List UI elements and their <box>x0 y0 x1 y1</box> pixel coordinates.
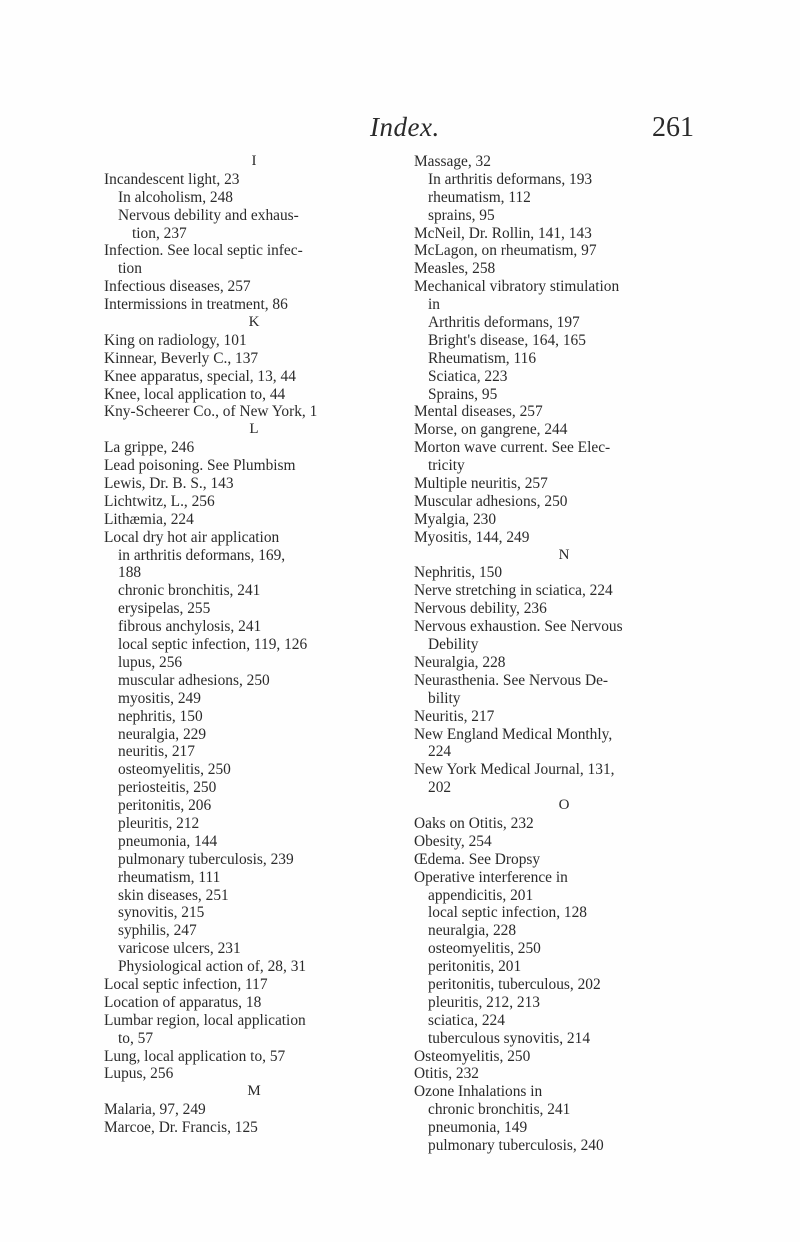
index-subentry: Nervous debility and exhaus- <box>118 206 299 224</box>
index-entry: La grippe, 246 <box>104 439 195 457</box>
index-subentry: peritonitis, 206 <box>118 797 212 815</box>
index-subentry: varicose ulcers, 231 <box>118 940 241 958</box>
index-subentry: osteomyelitis, 250 <box>118 761 231 779</box>
index-subentry: muscular adhesions, 250 <box>118 671 270 689</box>
index-entry: Operative interference in <box>414 868 568 886</box>
index-subentry: pleuritis, 212 <box>118 814 200 832</box>
index-subentry: peritonitis, 201 <box>428 958 522 976</box>
index-subentry: pulmonary tuberculosis, 239 <box>118 850 294 868</box>
index-subentry: neuritis, 217 <box>118 743 195 761</box>
index-entry: Neuritis, 217 <box>414 707 495 725</box>
index-subentry: Physiological action of, 28, 31 <box>118 958 307 976</box>
index-entry: Malaria, 97, 249 <box>104 1101 206 1119</box>
index-entry: McLagon, on rheumatism, 97 <box>414 242 597 260</box>
index-subentry: Bright's disease, 164, 165 <box>428 331 586 349</box>
index-subentry: 224 <box>428 743 452 761</box>
index-entry: Local septic infection, 117 <box>104 975 268 993</box>
index-subentry: Sprains, 95 <box>428 385 498 403</box>
index-entry: Oaks on Otitis, 232 <box>414 814 534 832</box>
index-entry: Nerve stretching in sciatica, 224 <box>414 582 613 600</box>
index-entry: New York Medical Journal, 131, <box>414 761 615 779</box>
index-entry: Lewis, Dr. B. S., 143 <box>104 475 234 493</box>
index-subentry: Sciatica, 223 <box>428 367 508 385</box>
index-subentry: periosteitis, 250 <box>118 779 217 797</box>
index-subentry: peritonitis, tuberculous, 202 <box>428 975 601 993</box>
section-letter: M <box>247 1083 261 1100</box>
index-subentry: syphilis, 247 <box>118 922 197 940</box>
index-subentry: bility <box>428 689 461 707</box>
index-subentry: local septic infection, 119, 126 <box>118 636 308 654</box>
index-subentry: rheumatism, 112 <box>428 188 531 206</box>
index-subentry: 188 <box>118 564 142 582</box>
index-entry: Neuralgia, 228 <box>414 653 506 671</box>
index-subentry: synovitis, 215 <box>118 904 205 922</box>
index-subentry: osteomyelitis, 250 <box>428 940 541 958</box>
index-subentry: chronic bronchitis, 241 <box>118 582 261 600</box>
index-subentry: pneumonia, 149 <box>428 1119 528 1137</box>
index-entry: Lumbar region, local application <box>104 1011 306 1029</box>
index-entry: Lung, local application to, 57 <box>104 1047 286 1065</box>
index-column-right <box>414 153 714 1155</box>
index-subentry: rheumatism, 111 <box>118 868 221 886</box>
index-subentry: pneumonia, 144 <box>118 832 218 850</box>
page-header <box>370 112 694 148</box>
page-number: 261 <box>652 112 694 143</box>
section-letter: I <box>251 153 257 169</box>
index-entry: Obesity, 254 <box>414 832 492 850</box>
index-subentry: tricity <box>428 457 465 475</box>
index-subentry: appendicitis, 201 <box>428 886 534 904</box>
index-subentry: sciatica, 224 <box>428 1011 505 1029</box>
index-subentry: local septic infection, 128 <box>428 904 587 922</box>
index-subentry: pleuritis, 212, 213 <box>428 993 541 1011</box>
index-entry: Infectious diseases, 257 <box>104 278 251 296</box>
index-subentry: Arthritis deformans, 197 <box>428 314 580 332</box>
index-subentry: pulmonary tuberculosis, 240 <box>428 1136 604 1154</box>
index-entry: Lithæmia, 224 <box>104 510 194 528</box>
index-entry: McNeil, Dr. Rollin, 141, 143 <box>414 224 592 242</box>
index-subentry: skin diseases, 251 <box>118 886 229 904</box>
index-entry: Marcoe, Dr. Francis, 125 <box>104 1119 258 1137</box>
index-subentry: Rheumatism, 116 <box>428 349 537 367</box>
index-entry: Lead poisoning. See Plumbism <box>104 457 296 475</box>
index-entry: Neurasthenia. See Nervous De- <box>414 671 609 689</box>
index-entry: Ozone Inhalations in <box>414 1083 543 1101</box>
index-entry: Location of apparatus, 18 <box>104 993 262 1011</box>
index-entry: Knee, local application to, 44 <box>104 385 286 403</box>
index-entry: Infection. See local septic infec- <box>104 242 303 260</box>
index-entry: Nervous exhaustion. See Nervous <box>414 618 623 636</box>
index-entry: Measles, 258 <box>414 260 496 278</box>
index-subentry: chronic bronchitis, 241 <box>428 1101 571 1119</box>
section-letter: K <box>248 314 260 331</box>
index-entry: Nervous debility, 236 <box>414 600 547 618</box>
index-subentry: sprains, 95 <box>428 206 495 224</box>
index-entry: Nephritis, 150 <box>414 564 503 582</box>
index-subentry: neuralgia, 228 <box>428 922 517 940</box>
index-entry: Osteomyelitis, 250 <box>414 1047 531 1065</box>
index-subentry: neuralgia, 229 <box>118 725 207 743</box>
index-entry: Mechanical vibratory stimulation <box>414 278 620 296</box>
index-entry: King on radiology, 101 <box>104 331 247 349</box>
section-letter: N <box>558 546 570 563</box>
index-subentry: In alcoholism, 248 <box>118 188 233 206</box>
index-entry: Local dry hot air application <box>104 528 280 546</box>
section-letter: O <box>558 797 570 814</box>
index-subentry: 202 <box>428 779 452 797</box>
section-letter: L <box>249 421 259 438</box>
index-subentry: Debility <box>428 636 479 654</box>
index-subentry: tion <box>118 260 142 278</box>
index-entry: Mental diseases, 257 <box>414 403 543 421</box>
index-entry: Myalgia, 230 <box>414 510 497 528</box>
index-entry: Multiple neuritis, 257 <box>414 475 548 493</box>
index-entry: Lupus, 256 <box>104 1065 174 1083</box>
index-entry: Morton wave current. See Elec- <box>414 439 611 457</box>
index-entry: Intermissions in treatment, 86 <box>104 296 288 314</box>
index-subentry: tuberculous synovitis, 214 <box>428 1029 591 1047</box>
index-subentry: tion, 237 <box>132 224 187 242</box>
index-subentry: lupus, 256 <box>118 653 183 671</box>
index-entry: Muscular adhesions, 250 <box>414 492 568 510</box>
index-entry: Kinnear, Beverly C., 137 <box>104 349 259 367</box>
index-entry: Lichtwitz, L., 256 <box>104 492 215 510</box>
index-entry: Kny-Scheerer Co., of New York, 1 <box>104 403 318 421</box>
index-subentry: nephritis, 150 <box>118 707 203 725</box>
index-subentry: In arthritis deformans, 193 <box>428 170 593 188</box>
index-entry: Massage, 32 <box>414 153 491 170</box>
index-entry: Œdema. See Dropsy <box>414 850 541 868</box>
index-entry: Knee apparatus, special, 13, 44 <box>104 367 296 385</box>
index-subentry: in <box>428 296 440 314</box>
index-entry: New England Medical Monthly, <box>414 725 613 743</box>
index-subentry: fibrous anchylosis, 241 <box>118 618 262 636</box>
index-entry: Otitis, 232 <box>414 1065 479 1083</box>
index-subentry: in arthritis deformans, 169, <box>118 546 286 564</box>
index-entry: Myositis, 144, 249 <box>414 528 530 546</box>
index-subentry: erysipelas, 255 <box>118 600 211 618</box>
index-entry: Morse, on gangrene, 244 <box>414 421 568 439</box>
page-title: Index. <box>370 112 440 142</box>
index-subentry: to, 57 <box>118 1029 154 1047</box>
index-column-left <box>104 153 404 1137</box>
index-entry: Incandescent light, 23 <box>104 170 240 188</box>
index-subentry: myositis, 249 <box>118 689 201 707</box>
